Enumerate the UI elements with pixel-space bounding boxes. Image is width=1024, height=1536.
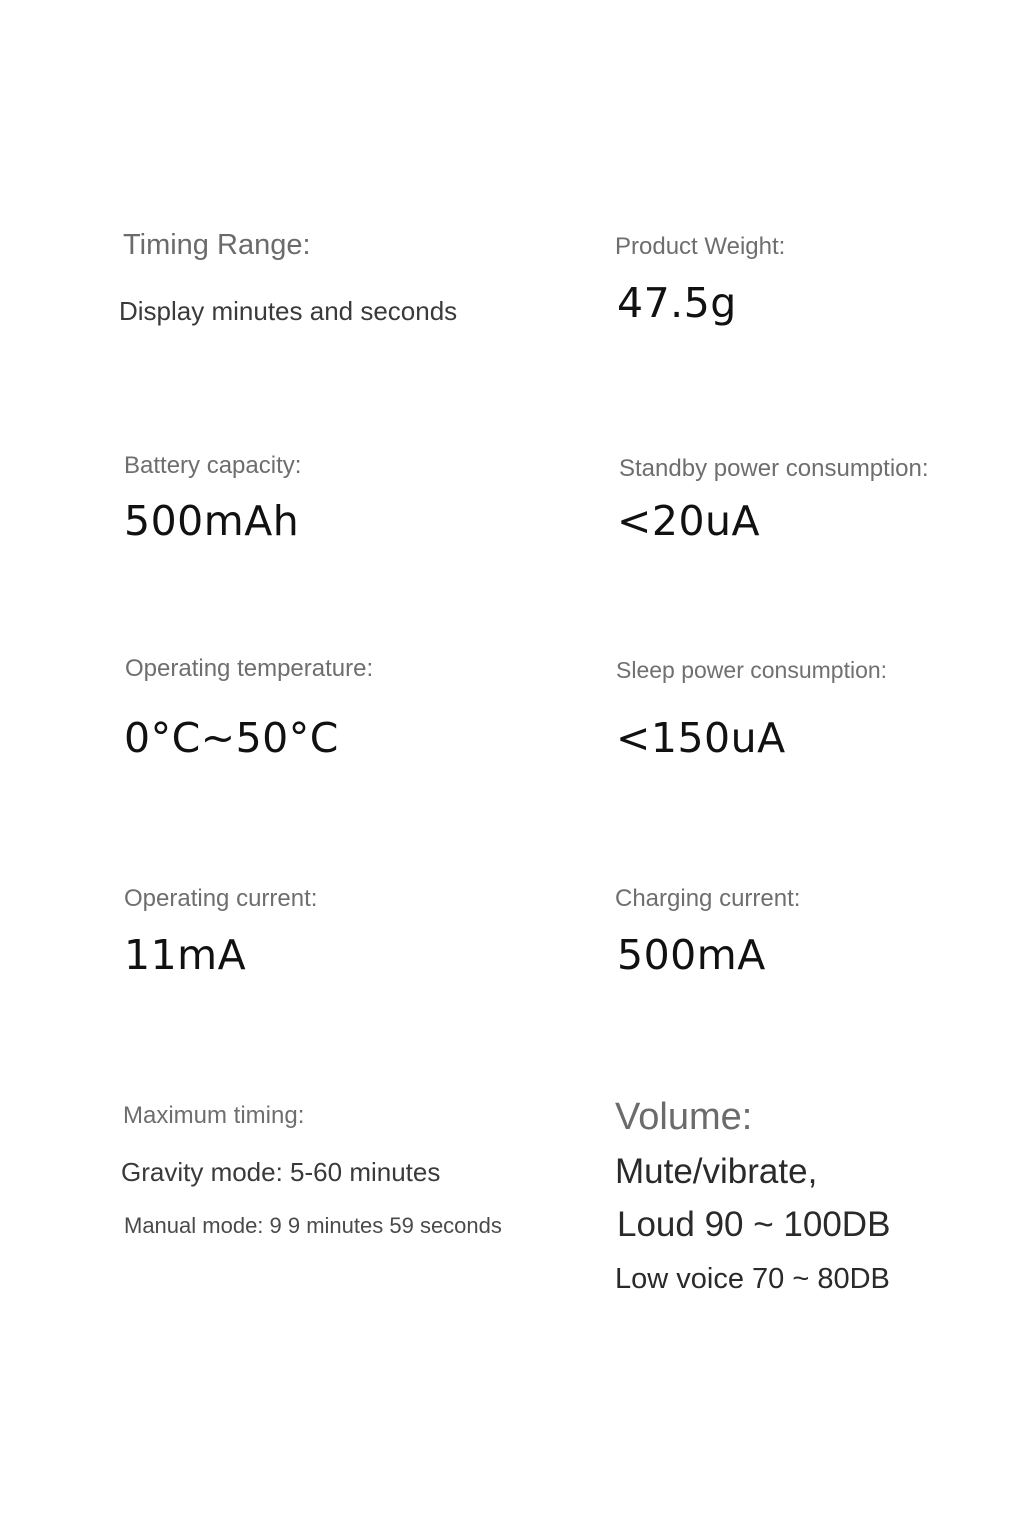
product-weight-value: 47.5g: [617, 279, 737, 327]
charging-current-label: Charging current:: [615, 885, 801, 912]
operating-temperature-label: Operating temperature:: [125, 655, 374, 682]
volume-line-loud: Loud 90 ~ 100DB: [617, 1205, 891, 1244]
standby-power-value: <20uA: [617, 497, 761, 545]
volume-label: Volume:: [615, 1096, 753, 1138]
operating-current-label: Operating current:: [124, 885, 318, 912]
sleep-power-label: Sleep power consumption:: [616, 657, 888, 683]
gravity-mode-text: Gravity mode: 5-60 minutes: [121, 1157, 441, 1187]
charging-current-value: 500mA: [617, 931, 766, 979]
battery-capacity-label: Battery capacity:: [124, 452, 302, 479]
operating-temperature-value: 0°C~50°C: [124, 714, 339, 762]
timing-range-value: Display minutes and seconds: [119, 296, 458, 326]
volume-line-low: Low voice 70 ~ 80DB: [615, 1263, 890, 1295]
volume-line-mute: Mute/vibrate,: [615, 1152, 818, 1191]
sleep-power-value: <150uA: [616, 714, 786, 762]
standby-power-label: Standby power consumption:: [619, 455, 929, 482]
manual-mode-text: Manual mode: 9 9 minutes 59 seconds: [124, 1213, 502, 1238]
operating-current-value: 11mA: [124, 931, 247, 979]
timing-range-label: Timing Range:: [123, 229, 311, 261]
product-weight-label: Product Weight:: [615, 233, 786, 260]
maximum-timing-label: Maximum timing:: [123, 1102, 305, 1129]
battery-capacity-value: 500mAh: [124, 497, 300, 545]
